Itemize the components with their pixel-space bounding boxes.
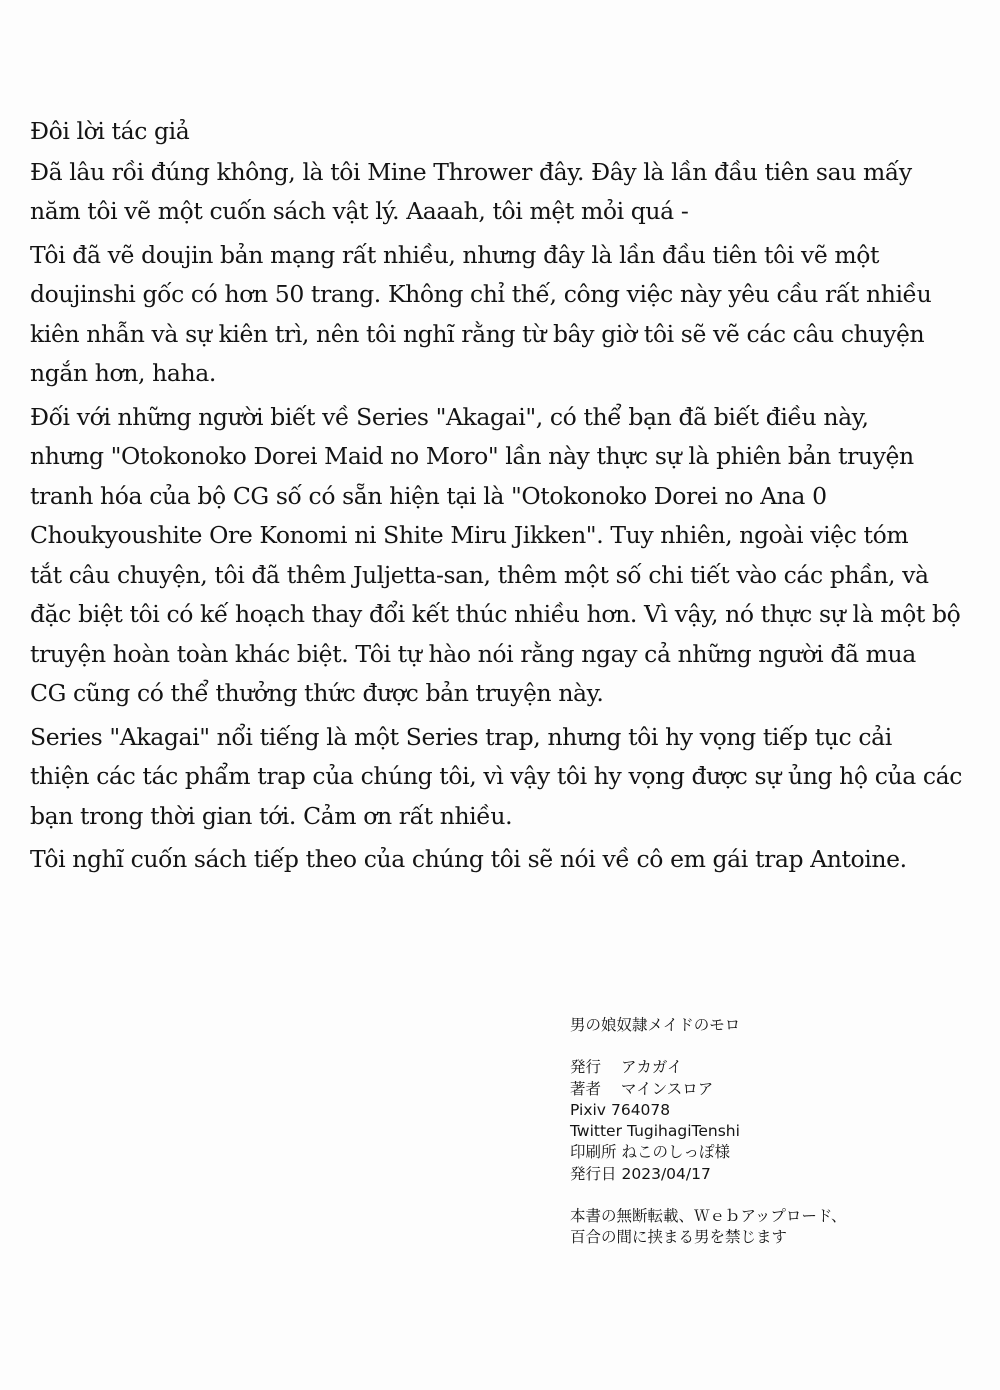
- text-line: Đối với những người biết về Series "Akagai", có thể bạn đã biết điều này,: [30, 402, 869, 431]
- pixiv-value: 764078: [610, 1100, 671, 1119]
- text-line: nhưng "Otokonoko Dorei Maid no Moro" lần này thực sự là phiên bản truyện: [30, 442, 914, 470]
- text-line: CG cũng có thể thưởng thức được bản truyện này.: [30, 679, 604, 707]
- text-line: Tôi nghĩ cuốn sách tiếp theo của chúng tôi sẽ nói về cô em gái trap Antoine.: [30, 845, 907, 873]
- spacer: [570, 1036, 970, 1057]
- date-value: 2023/04/17: [621, 1164, 711, 1183]
- printer-label: 印刷所: [570, 1143, 617, 1162]
- text-line: doujinshi gốc có hơn 50 trang. Không chỉ thế, công việc này yêu cầu rất nhiều: [30, 280, 932, 308]
- author-row: [570, 1079, 970, 1100]
- text-line: Tôi đã vẽ doujin bản mạng rất nhiều, nhưng đây là lần đầu tiên tôi vẽ một: [30, 240, 880, 269]
- date-label: 発行日: [570, 1164, 617, 1183]
- notice-line: 本書の無断転載、Ｗｅｂアップロード、: [570, 1207, 847, 1226]
- text-line: tranh hóa của bộ CG số có sẵn hiện tại là "Otokonoko Dorei no Ana 0: [30, 481, 827, 510]
- spacer: [570, 1185, 970, 1206]
- publisher-value: アカガイ: [621, 1058, 683, 1077]
- text-line: tắt câu chuyện, tôi đã thêm Juljetta-san, thêm một số chi tiết vào các phần, và: [30, 560, 929, 589]
- notice-line: 百合の間に挟まる男を禁じます: [570, 1228, 788, 1247]
- paragraph-3: [30, 398, 990, 714]
- text-line: ngắn hơn, haha.: [30, 359, 216, 387]
- date-row: [570, 1164, 970, 1185]
- text-line: Choukyoushite Ore Konomi ni Shite Miru Jikken". Tuy nhiên, ngoài việc tóm: [30, 521, 909, 549]
- publisher-row: [570, 1057, 970, 1078]
- paragraph-5: [30, 840, 990, 880]
- author-label: 著者: [570, 1079, 602, 1098]
- colophon: [570, 1015, 970, 1249]
- text-line: kiên nhẫn và sự kiên trì, nên tôi nghĩ rằng từ bây giờ tôi sẽ vẽ các câu chuyện: [30, 319, 925, 348]
- twitter-value: TugihagiTenshi: [626, 1122, 740, 1141]
- pixiv-label: Pixiv: [570, 1100, 606, 1119]
- text-line: truyện hoàn toàn khác biệt. Tôi tự hào nói rằng ngay cả những người đã mua: [30, 639, 916, 668]
- paragraph-1: [30, 153, 990, 232]
- text-line: năm tôi vẽ một cuốn sách vật lý. Aaaah, tôi mệt mỏi quá -: [30, 197, 689, 225]
- twitter-row: [570, 1121, 970, 1142]
- afterword-section: [30, 112, 990, 884]
- text-line: Series "Akagai" nổi tiếng là một Series trap, nhưng tôi hy vọng tiếp tục cải: [30, 722, 892, 751]
- paragraph-4: [30, 718, 990, 837]
- twitter-label: Twitter: [570, 1122, 622, 1141]
- text-line: đặc biệt tôi có kế hoạch thay đổi kết thúc nhiều hơn. Vì vậy, nó thực sự là một bộ: [30, 600, 961, 628]
- pixiv-row: [570, 1100, 970, 1121]
- text-line: thiện các tác phẩm trap của chúng tôi, vì vậy tôi hy vọng được sự ủng hộ của các: [30, 762, 963, 790]
- text-line: Đã lâu rồi đúng không, là tôi Mine Thrower đây. Đây là lần đầu tiên sau mấy: [30, 157, 912, 186]
- publisher-label: 発行: [570, 1058, 602, 1077]
- afterword-title: Đôi lời tác giả: [30, 117, 190, 145]
- author-value: マインスロア: [621, 1079, 714, 1098]
- text-line: bạn trong thời gian tới. Cảm ơn rất nhiều.: [30, 801, 513, 830]
- printer-value: ねこのしっぽ様: [621, 1143, 731, 1162]
- printer-row: [570, 1142, 970, 1163]
- book-title: 男の娘奴隷メイドのモロ: [570, 1016, 741, 1034]
- paragraph-2: [30, 236, 990, 394]
